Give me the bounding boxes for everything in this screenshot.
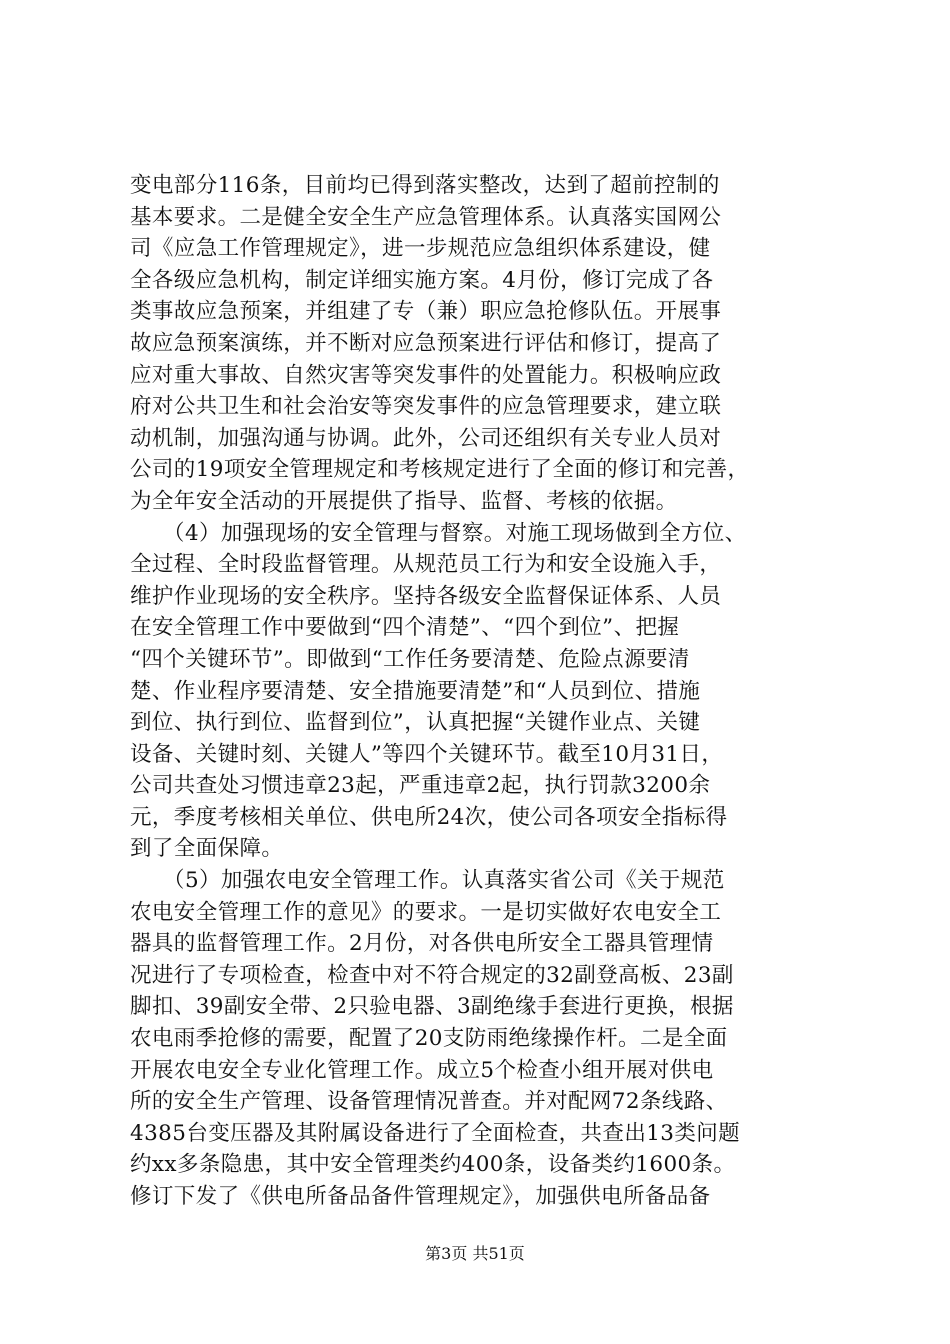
text-line: 在安全管理工作中要做到“四个清楚”、“四个到位”、把握 bbox=[130, 615, 680, 641]
text-line: 4385台变压器及其附属设备进行了全面检查，共查出13类问题 bbox=[130, 1120, 741, 1146]
text-line: 修订下发了《供电所备品备件管理规定》，加强供电所备品备 bbox=[130, 1184, 711, 1209]
text-line: 器具的监督管理工作。2月份，对各供电所安全工器具管理情 bbox=[130, 931, 714, 957]
text-line: 设备、关键时刻、关键人”等四个关键环节。截至10月31日， bbox=[130, 741, 724, 767]
text-line: “四个关键环节”。即做到“工作任务要清楚、危险点源要清 bbox=[130, 646, 690, 672]
text-line: （4）加强现场的安全管理与督察。对施工现场做到全方位、 bbox=[130, 520, 747, 546]
text-line: 元，季度考核相关单位、供电所24次，使公司各项安全指标得 bbox=[130, 804, 728, 830]
text-line: 司《应急工作管理规定》，进一步规范应急组织体系建设，健 bbox=[130, 236, 711, 262]
text-line: 类事故应急预案，并组建了专（兼）职应急抢修队伍。开展事 bbox=[130, 299, 722, 325]
text-line: 所的安全生产管理、设备管理情况普查。并对配网72条线路、 bbox=[130, 1089, 728, 1115]
text-line: 脚扣、39副安全带、2只验电器、3副绝缘手套进行更换，根据 bbox=[130, 994, 734, 1020]
text-line: 农电安全管理工作的意见》的要求。一是切实做好农电安全工 bbox=[130, 899, 722, 925]
text-line: 全各级应急机构，制定详细实施方案。4月份，修订完成了各 bbox=[130, 267, 714, 293]
text-line: 全过程、全时段监督管理。从规范员工行为和安全设施入手， bbox=[130, 552, 722, 578]
text-line: 应对重大事故、自然灾害等突发事件的处置能力。积极响应政 bbox=[130, 362, 722, 388]
text-line: 为全年安全活动的开展提供了指导、监督、考核的依据。 bbox=[130, 488, 678, 514]
text-line: 公司共查处习惯违章23起，严重违章2起，执行罚款3200余 bbox=[130, 773, 711, 799]
text-line: 约xx多条隐患，其中安全管理类约400条，设备类约1600条。 bbox=[130, 1152, 736, 1178]
text-line: 府对公共卫生和社会治安等突发事件的应急管理要求，建立联 bbox=[130, 394, 722, 420]
text-line: 维护作业现场的安全秩序。坚持各级安全监督保证体系、人员 bbox=[130, 583, 722, 609]
text-line: 开展农电安全专业化管理工作。成立5个检查小组开展对供电 bbox=[130, 1057, 714, 1083]
text-line: 到位、执行到位、监督到位”，认真把握“关键作业点、关键 bbox=[130, 710, 701, 736]
text-line: 公司的19项安全管理规定和考核规定进行了全面的修订和完善， bbox=[130, 457, 750, 483]
text-line: 动机制，加强沟通与协调。此外，公司还组织有关专业人员对 bbox=[130, 425, 722, 451]
page-footer: 第3页 共51页 bbox=[425, 1244, 525, 1263]
text-line: 况进行了专项检查，检查中对不符合规定的32副登高板、23副 bbox=[130, 962, 734, 988]
body-text bbox=[130, 170, 830, 1213]
text-line: 农电雨季抢修的需要，配置了20支防雨绝缘操作杆。二是全面 bbox=[130, 1026, 728, 1052]
text-line: （5）加强农电安全管理工作。认真落实省公司《关于规范 bbox=[130, 868, 725, 894]
text-line: 基本要求。二是健全安全生产应急管理体系。认真落实国网公 bbox=[130, 204, 722, 230]
text-line: 楚、作业程序要清楚、安全措施要清楚”和“人员到位、措施 bbox=[130, 678, 701, 704]
text-line: 到了全面保障。 bbox=[130, 836, 284, 862]
text-line: 变电部分116条，目前均已得到落实整改，达到了超前控制的 bbox=[130, 173, 720, 198]
text-line: 故应急预案演练，并不断对应急预案进行评估和修订，提高了 bbox=[130, 330, 722, 356]
